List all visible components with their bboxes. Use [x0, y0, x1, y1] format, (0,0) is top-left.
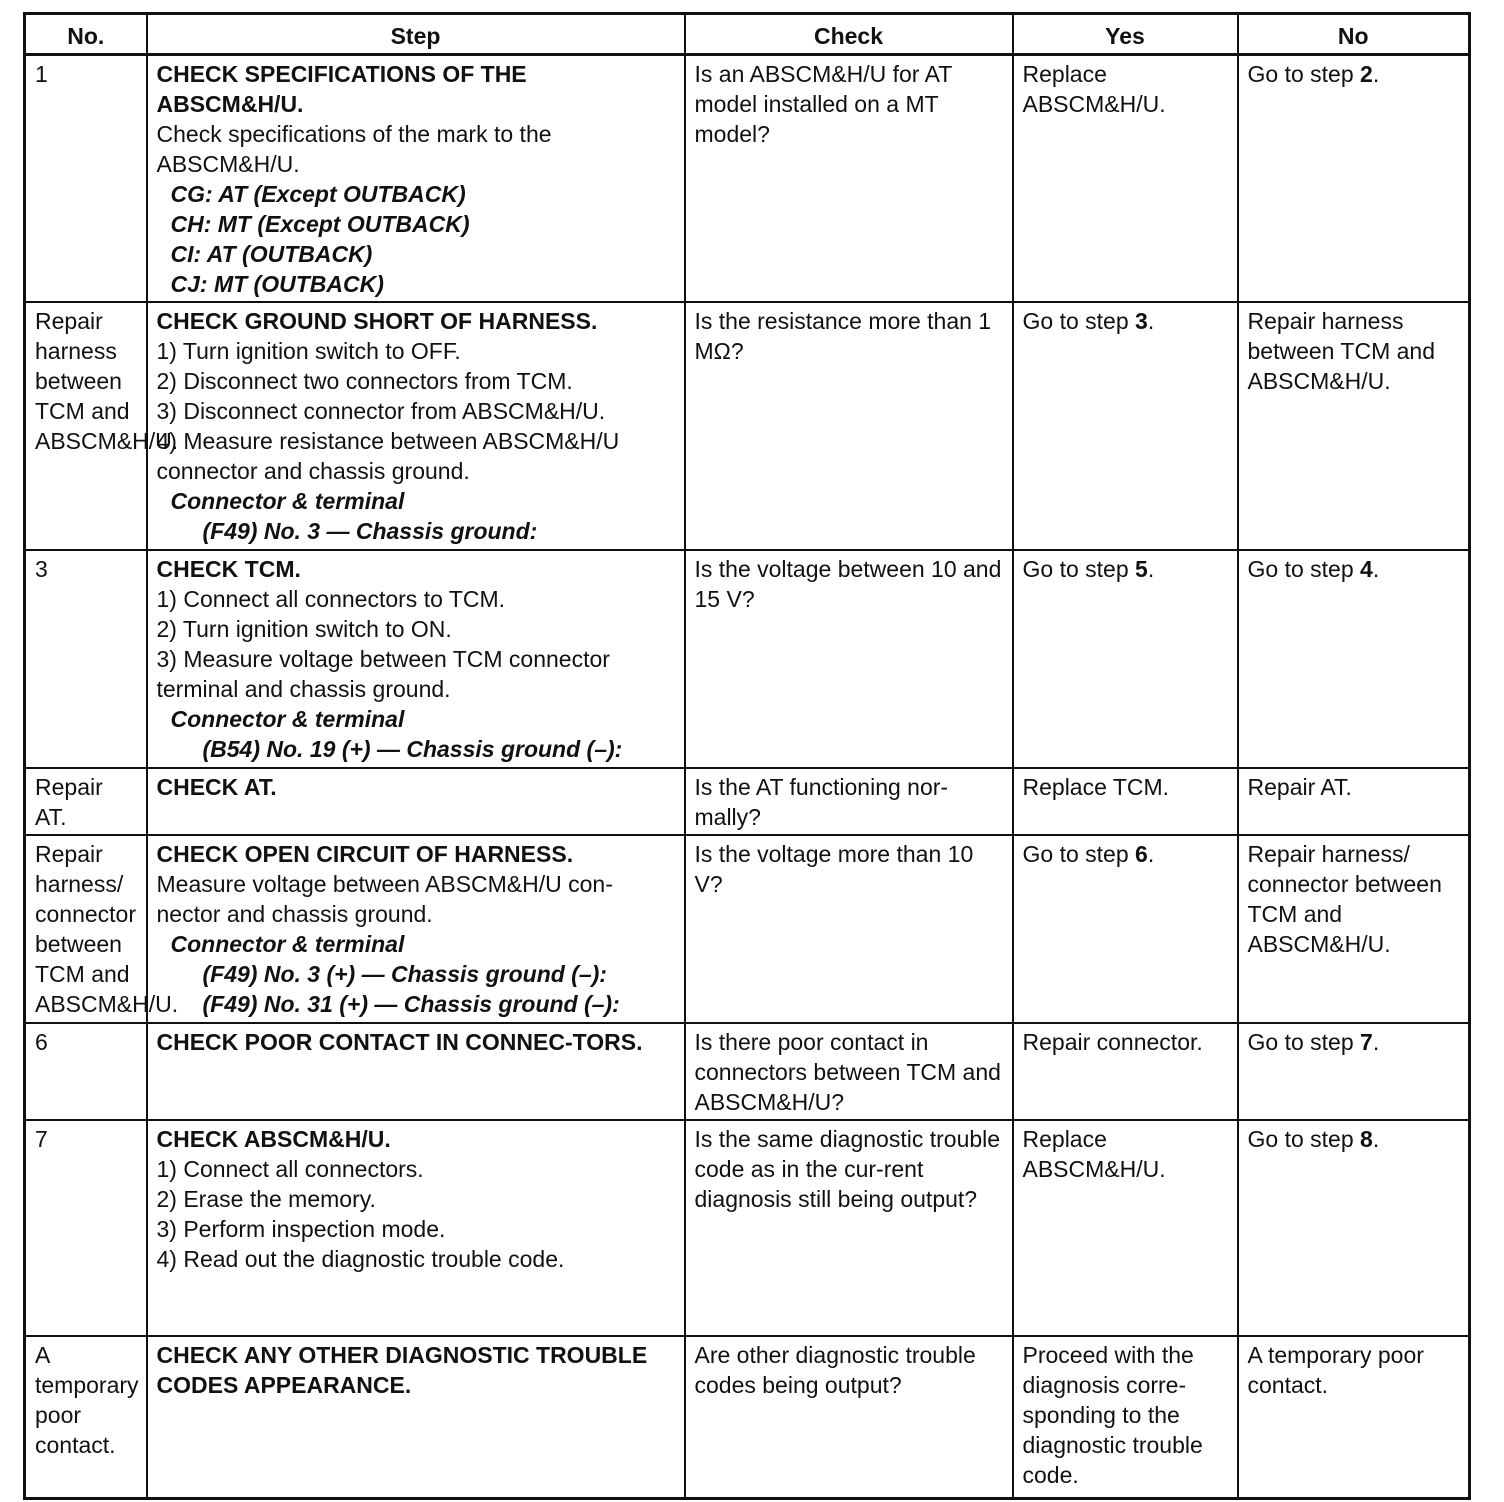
step-cell: [147, 835, 685, 1023]
step-number: Repair harness/ connector between TCM and ABSCM&H/U.: [25, 835, 147, 1023]
yes-cell: Replace ABSCM&H/U.: [1013, 1120, 1238, 1336]
step-line: 3) Perform inspection mode.: [156, 1216, 446, 1242]
spec-line: CH: MT (Except OUTBACK): [170, 211, 470, 237]
no-cell: Repair harness between TCM and ABSCM&H/U.: [1238, 302, 1470, 550]
no-prefix: Go to step: [1247, 1126, 1361, 1152]
yes-prefix: Go to step: [1022, 556, 1136, 582]
step-cell: [147, 55, 685, 303]
check-cell: Is an ABSCM&H/U for AT model installed on a MT model?: [685, 55, 1013, 303]
step-title: CHECK POOR CONTACT IN CONNEC-TORS.: [156, 1029, 643, 1055]
spec-line: CG: AT (Except OUTBACK): [170, 181, 466, 207]
table-row: [25, 1120, 1470, 1336]
step-cell: [147, 302, 685, 550]
no-cell: A temporary poor contact.: [1238, 1336, 1470, 1498]
diagnostic-procedure-sheet: [23, 12, 1468, 1500]
yes-suffix: .: [1147, 308, 1155, 334]
table-row: [25, 550, 1470, 768]
no-cell: [1238, 55, 1470, 303]
step-number: Repair AT.: [25, 768, 147, 835]
step-cell: [147, 768, 685, 835]
step-title: CHECK ANY OTHER DIAGNOSTIC TROUBLE CODES APPEARANCE.: [156, 1342, 648, 1398]
no-suffix: .: [1372, 61, 1380, 87]
yes-cell: Replace ABSCM&H/U.: [1013, 55, 1238, 303]
step-cell: [147, 550, 685, 768]
spec-line: CI: AT (OUTBACK): [170, 241, 373, 267]
check-cell: Is the AT functioning nor-mally?: [685, 768, 1013, 835]
step-line: 4) Read out the diagnostic trouble code.: [156, 1246, 565, 1272]
step-line: Check specifications of the mark to the ABSCM&H/U.: [156, 121, 552, 177]
no-prefix: Go to step: [1247, 61, 1361, 87]
connector-terminal-line: (F49) No. 3 — Chassis ground:: [202, 518, 538, 544]
no-prefix: Go to step: [1247, 1029, 1361, 1055]
check-cell: Is the voltage more than 10 V?: [685, 835, 1013, 1023]
table-row: [25, 835, 1470, 1023]
step-number: A temporary poor contact.: [25, 1336, 147, 1498]
step-ref: 7: [1360, 1029, 1373, 1055]
step-ref: 4: [1360, 556, 1373, 582]
step-title: CHECK OPEN CIRCUIT OF HARNESS.: [156, 841, 574, 867]
step-line: 1) Connect all connectors to TCM.: [156, 586, 506, 612]
connector-terminal-heading: Connector & terminal: [170, 706, 405, 732]
yes-suffix: .: [1147, 556, 1155, 582]
yes-suffix: .: [1147, 841, 1155, 867]
yes-cell: Replace TCM.: [1013, 768, 1238, 835]
no-cell: Repair harness/ connector between TCM and ABSCM&H/U.: [1238, 835, 1470, 1023]
step-line: 3) Measure voltage between TCM connector terminal and chassis ground.: [156, 646, 610, 702]
step-number: 7: [25, 1120, 147, 1336]
step-ref: 3: [1135, 308, 1148, 334]
connector-terminal-line: (F49) No. 3 (+) — Chassis ground (–):: [202, 961, 607, 987]
table-row: [25, 302, 1470, 550]
yes-cell: Proceed with the diagnosis corre-sponding to the diagnostic trouble code.: [1013, 1336, 1238, 1498]
yes-prefix: Go to step: [1022, 308, 1136, 334]
no-suffix: .: [1372, 556, 1380, 582]
header-no-result: No: [1238, 14, 1470, 55]
no-cell: [1238, 1023, 1470, 1120]
table-row: [25, 1023, 1470, 1120]
connector-terminal-line: (B54) No. 19 (+) — Chassis ground (–):: [202, 736, 623, 762]
step-line: 4) Measure resistance between ABSCM&H/U connector and chassis ground.: [156, 428, 620, 484]
no-prefix: Go to step: [1247, 556, 1361, 582]
check-cell: Is there poor contact in connectors between TCM and ABSCM&H/U?: [685, 1023, 1013, 1120]
step-number: 6: [25, 1023, 147, 1120]
step-cell: [147, 1336, 685, 1498]
no-cell: Repair AT.: [1238, 768, 1470, 835]
step-ref: 2: [1360, 61, 1373, 87]
step-line: 2) Erase the memory.: [156, 1186, 376, 1212]
check-cell: Are other diagnostic trouble codes being output?: [685, 1336, 1013, 1498]
connector-terminal-heading: Connector & terminal: [170, 931, 405, 957]
step-cell: [147, 1023, 685, 1120]
header-check: Check: [685, 14, 1013, 55]
header-step: Step: [147, 14, 685, 55]
step-ref: 5: [1135, 556, 1148, 582]
step-number: 1: [25, 55, 147, 303]
step-ref: 8: [1360, 1126, 1373, 1152]
step-title: CHECK GROUND SHORT OF HARNESS.: [156, 308, 598, 334]
connector-terminal-line: (F49) No. 31 (+) — Chassis ground (–):: [202, 991, 620, 1017]
step-title: CHECK ABSCM&H/U.: [156, 1126, 391, 1152]
step-cell: [147, 1120, 685, 1336]
table-row: [25, 55, 1470, 303]
check-cell: Is the same diagnostic trouble code as in the cur-rent diagnosis still being output?: [685, 1120, 1013, 1336]
table-row: [25, 768, 1470, 835]
step-line: 2) Turn ignition switch to ON.: [156, 616, 452, 642]
no-suffix: .: [1372, 1029, 1380, 1055]
table-row: [25, 1336, 1470, 1498]
connector-terminal-heading: Connector & terminal: [170, 488, 405, 514]
step-line: 3) Disconnect connector from ABSCM&H/U.: [156, 398, 606, 424]
spec-line: CJ: MT (OUTBACK): [170, 271, 384, 297]
step-title: CHECK AT.: [156, 774, 277, 800]
step-line: 1) Turn ignition switch to OFF.: [156, 338, 461, 364]
step-title: CHECK TCM.: [156, 556, 301, 582]
yes-cell: [1013, 835, 1238, 1023]
check-cell: Is the voltage between 10 and 15 V?: [685, 550, 1013, 768]
step-title: CHECK SPECIFICATIONS OF THE ABSCM&H/U.: [156, 61, 527, 117]
step-line: Measure voltage between ABSCM&H/U con-nector and chassis ground.: [156, 871, 613, 927]
header-no: No.: [25, 14, 147, 55]
yes-cell: [1013, 550, 1238, 768]
step-line: 1) Connect all connectors.: [156, 1156, 424, 1182]
yes-prefix: Go to step: [1022, 841, 1136, 867]
no-cell: [1238, 1120, 1470, 1336]
step-number: 3: [25, 550, 147, 768]
yes-cell: [1013, 302, 1238, 550]
diagnostic-table: [23, 12, 1471, 1500]
step-line: 2) Disconnect two connectors from TCM.: [156, 368, 573, 394]
no-cell: [1238, 550, 1470, 768]
step-number: Repair harness between TCM and ABSCM&H/U.: [25, 302, 147, 550]
step-ref: 6: [1135, 841, 1148, 867]
header-yes: Yes: [1013, 14, 1238, 55]
no-suffix: .: [1372, 1126, 1380, 1152]
table-header-row: [25, 14, 1470, 55]
check-cell: Is the resistance more than 1 MΩ?: [685, 302, 1013, 550]
yes-cell: Repair connector.: [1013, 1023, 1238, 1120]
